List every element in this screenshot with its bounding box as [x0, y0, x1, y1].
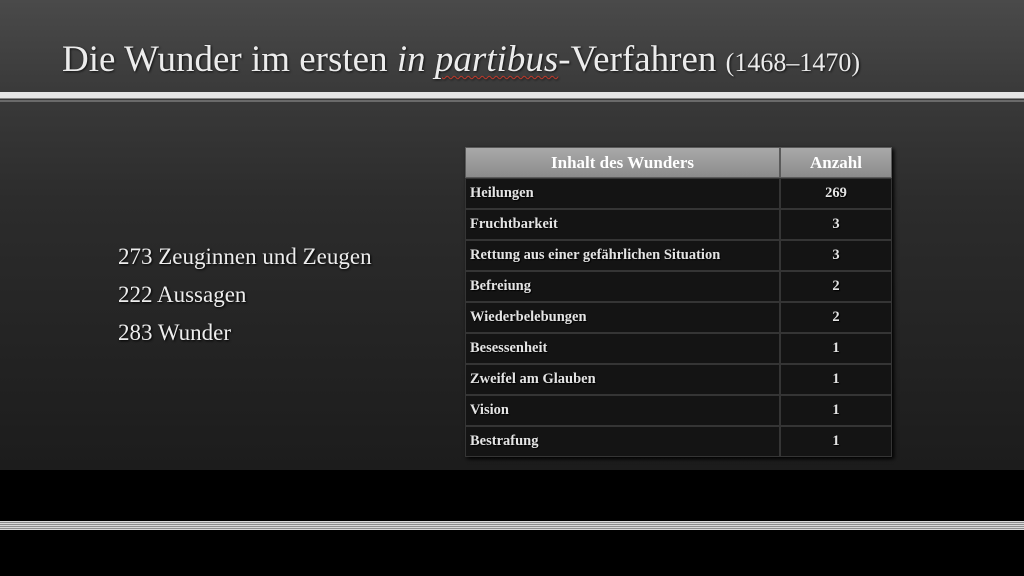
table-row	[465, 395, 892, 426]
title-italic-spellcheck-text: partibus	[434, 39, 559, 80]
table-row	[465, 178, 892, 209]
table-row	[465, 271, 892, 302]
row-label: Besessenheit	[465, 333, 780, 364]
table-row	[465, 240, 892, 271]
bottom-divider	[0, 521, 1024, 530]
title-text: Die Wunder im ersten	[62, 39, 397, 80]
header-count: Anzahl	[780, 147, 892, 178]
table-row	[465, 302, 892, 333]
row-label: Zweifel am Glauben	[465, 364, 780, 395]
stat-witnesses: 273 Zeuginnen und Zeugen	[118, 244, 372, 269]
stat-statements: 222 Aussagen	[118, 282, 247, 307]
row-count: 3	[780, 240, 892, 271]
row-label: Befreiung	[465, 271, 780, 302]
row-label: Wiederbelebungen	[465, 302, 780, 333]
table-row	[465, 209, 892, 240]
table-row	[465, 426, 892, 457]
row-count: 1	[780, 395, 892, 426]
row-count: 2	[780, 271, 892, 302]
row-label: Heilungen	[465, 178, 780, 209]
title-divider	[0, 92, 1024, 99]
row-count: 269	[780, 178, 892, 209]
row-count: 1	[780, 364, 892, 395]
title-text-suffix: -Verfahren	[558, 39, 726, 80]
row-count: 2	[780, 302, 892, 333]
row-count: 1	[780, 333, 892, 364]
miracles-table	[465, 147, 892, 457]
title-italic-text: in	[396, 39, 435, 80]
row-count: 3	[780, 209, 892, 240]
row-label: Fruchtbarkeit	[465, 209, 780, 240]
table-header-row	[465, 147, 892, 178]
row-label: Rettung aus einer gefährlichen Situation	[465, 240, 780, 271]
row-label: Bestrafung	[465, 426, 780, 457]
row-label: Vision	[465, 395, 780, 426]
table-row	[465, 333, 892, 364]
title-divider-shadow	[0, 100, 1024, 102]
title-years: (1468–1470)	[725, 48, 860, 77]
statistics-list	[118, 238, 372, 352]
slide-title	[62, 36, 860, 87]
row-count: 1	[780, 426, 892, 457]
stat-miracles: 283 Wunder	[118, 320, 231, 345]
table-row	[465, 364, 892, 395]
header-content: Inhalt des Wunders	[465, 147, 780, 178]
